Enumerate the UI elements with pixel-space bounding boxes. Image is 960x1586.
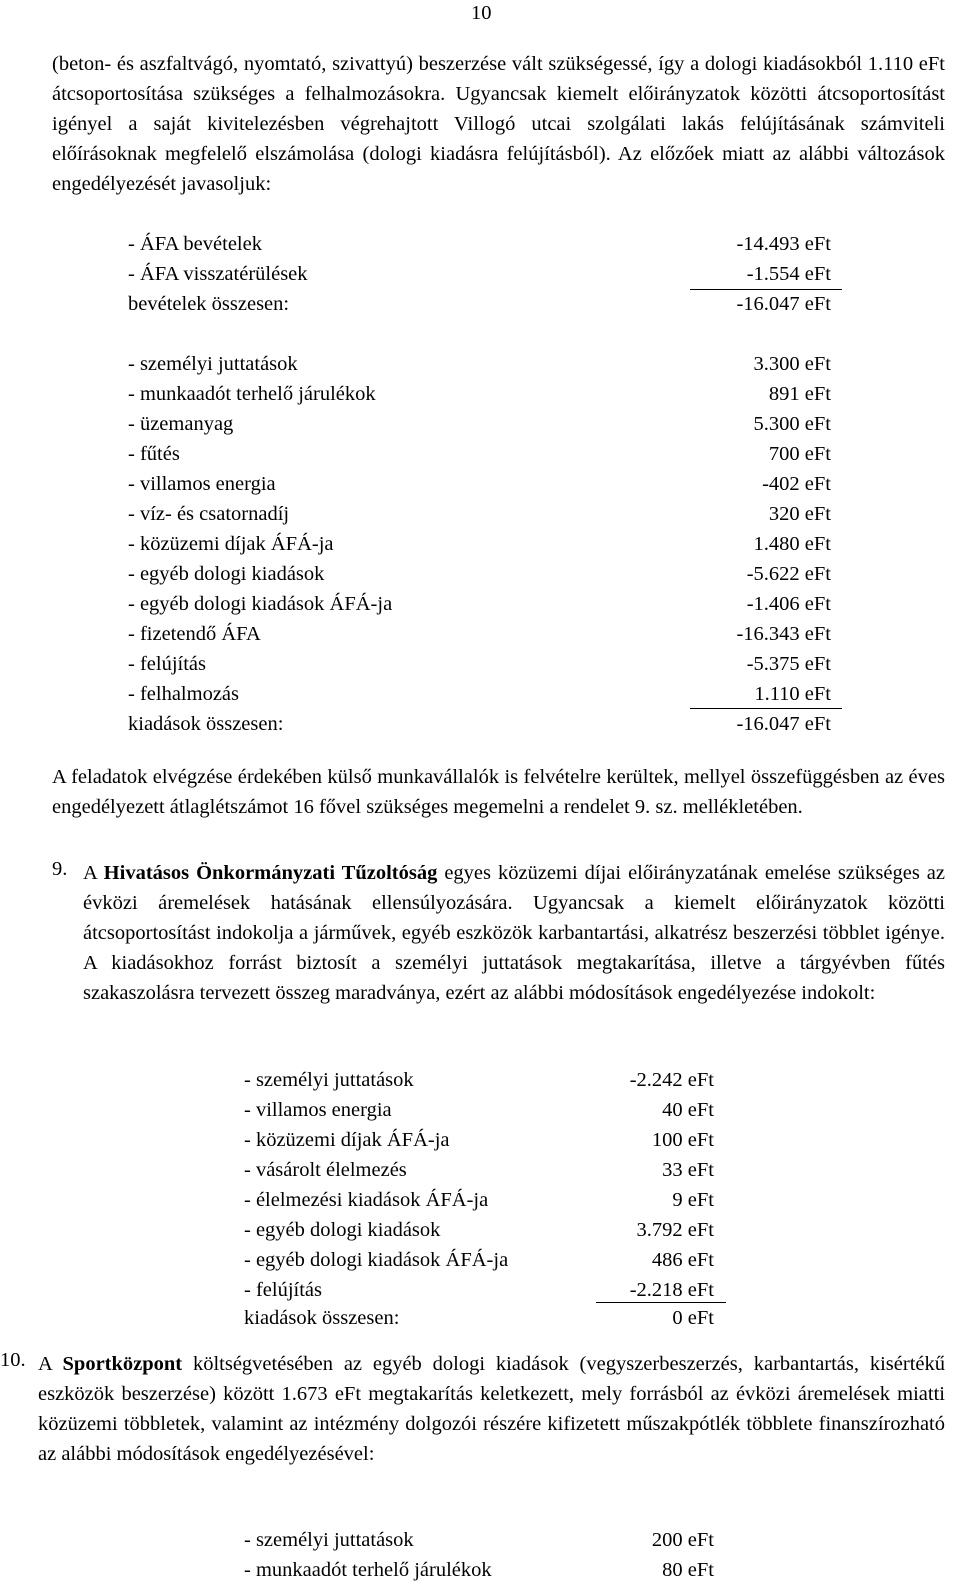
table-row	[244, 1125, 714, 1155]
total-amount: 0 eFt	[672, 1307, 714, 1329]
table-row	[128, 439, 831, 469]
table-row	[128, 229, 831, 259]
row-amount: -1.554 eFt	[746, 263, 831, 285]
row-label: - felújítás	[244, 1279, 322, 1301]
table-row	[128, 619, 831, 649]
row-amount: -2.242 eFt	[629, 1069, 714, 1091]
row-label: - fűtés	[128, 443, 180, 465]
text-fragment: költségvetésében az egyéb dologi kiadások (vegyszerbeszerzés, karbantartás, kisértékű eszközök beszerzése) között 1.673 eFt megtakarítás keletkezett, mely forrásból az évközi áremelések miatti közüzemi többletek, valamint az intézmény dolgozói részére kifizetett műszakpótlék többlete finanszírozható az alábbi módosítások engedélyezésével:	[38, 1353, 945, 1465]
row-amount: 9 eFt	[672, 1189, 714, 1211]
table-row	[128, 649, 831, 679]
row-label: - közüzemi díjak ÁFÁ-ja	[128, 533, 334, 555]
row-label: - víz- és csatornadíj	[128, 503, 290, 525]
table-row	[128, 499, 831, 529]
row-label: - villamos energia	[244, 1099, 392, 1121]
row-label: - személyi juttatások	[244, 1529, 414, 1551]
table-total-row	[128, 709, 831, 739]
text-fragment: A	[38, 1353, 63, 1375]
row-label: - egyéb dologi kiadások ÁFÁ-ja	[244, 1249, 509, 1271]
table-row	[244, 1245, 714, 1275]
row-label: - vásárolt élelmezés	[244, 1159, 407, 1181]
row-label: - egyéb dologi kiadások	[128, 563, 325, 585]
row-label: - közüzemi díjak ÁFÁ-ja	[244, 1129, 450, 1151]
page-number: 10	[471, 2, 492, 24]
row-amount: -2.218 eFt	[629, 1279, 714, 1301]
table-row	[128, 349, 831, 379]
table-row	[128, 679, 831, 709]
row-amount: 100 eFt	[651, 1129, 714, 1151]
table-row	[128, 379, 831, 409]
total-label: kiadások összesen:	[128, 713, 284, 735]
row-amount: 1.480 eFt	[753, 533, 831, 555]
table-total-row	[128, 289, 831, 319]
table-total-row	[244, 1303, 714, 1333]
row-label: - üzemanyag	[128, 413, 234, 435]
table-row	[128, 469, 831, 499]
row-amount: -14.493 eFt	[736, 233, 831, 255]
item-9-text	[83, 858, 945, 1008]
table-row	[244, 1275, 714, 1305]
row-amount: 700 eFt	[768, 443, 831, 465]
table-row	[128, 589, 831, 619]
row-label: - egyéb dologi kiadások	[244, 1219, 441, 1241]
total-amount: -16.047 eFt	[736, 293, 831, 315]
total-label: bevételek összesen:	[128, 293, 290, 315]
row-amount: -1.406 eFt	[746, 593, 831, 615]
row-amount: 80 eFt	[662, 1559, 714, 1581]
row-label: - munkaadót terhelő járulékok	[128, 383, 376, 405]
table-row	[244, 1155, 714, 1185]
table-row	[244, 1185, 714, 1215]
table-row	[244, 1095, 714, 1125]
row-amount: 3.300 eFt	[753, 353, 831, 375]
text-fragment: A	[83, 862, 104, 884]
row-amount: 320 eFt	[768, 503, 831, 525]
row-amount: 1.110 eFt	[754, 683, 831, 705]
item-number-10: 10.	[0, 1349, 26, 1371]
paragraph-staffing: A feladatok elvégzése érdekében külső munkavállalók is felvételre kerültek, mellyel összefüggésben az éves engedélyezett átlaglétszámot 16 fővel szükséges megemelni a rendelet 9. sz. mellékletében.	[52, 766, 945, 818]
table-row	[244, 1525, 714, 1555]
row-label: - munkaadót terhelő járulékok	[244, 1559, 492, 1581]
row-label: - fizetendő ÁFA	[128, 623, 261, 645]
total-amount: -16.047 eFt	[736, 713, 831, 735]
row-amount: 5.300 eFt	[753, 413, 831, 435]
row-amount: 3.792 eFt	[636, 1219, 714, 1241]
row-amount: -16.343 eFt	[736, 623, 831, 645]
total-label: kiadások összesen:	[244, 1307, 400, 1329]
table-row	[244, 1555, 714, 1585]
table-row	[128, 529, 831, 559]
table-row	[128, 409, 831, 439]
row-label: - ÁFA visszatérülések	[128, 263, 308, 285]
row-label: - ÁFA bevételek	[128, 233, 262, 255]
item-10-text	[38, 1349, 945, 1469]
row-label: - villamos energia	[128, 473, 276, 495]
table-row	[244, 1065, 714, 1095]
institution-name: Sportközpont	[62, 1353, 183, 1375]
row-label: - élelmezési kiadások ÁFÁ-ja	[244, 1189, 489, 1211]
row-amount: 486 eFt	[651, 1249, 714, 1271]
row-label: - egyéb dologi kiadások ÁFÁ-ja	[128, 593, 393, 615]
row-amount: -5.622 eFt	[746, 563, 831, 585]
row-amount: 891 eFt	[768, 383, 831, 405]
row-amount: -402 eFt	[762, 473, 831, 495]
text-fragment: egyes közüzemi díjai előirányzatának emelése szükséges az évközi áremelések hatásának ellensúlyozására. Ugyancsak a kiemelt előirányzatok közötti átcsoportosítást indokolja a járművek, egyéb eszközök karbantartási, alkatrész beszerzési többlet igénye. A kiadásokhoz forrást biztosít a személyi juttatások megtakarítása, illetve a tárgyévben fűtés szakaszolásra tervezett összeg maradványa, ezért az alábbi módosítások engedélyezése indokolt:	[83, 862, 945, 1004]
table-row	[128, 559, 831, 589]
row-label: - személyi juttatások	[128, 353, 298, 375]
row-label: - felhalmozás	[128, 683, 239, 705]
row-label: - személyi juttatások	[244, 1069, 414, 1091]
paragraph-intro: (beton- és aszfaltvágó, nyomtató, szivattyú) beszerzése vált szükségessé, így a dologi kiadásokból 1.110 eFt átcsoportosítása szükséges a felhalmozásokra. Ugyancsak kiemelt előirányzatok közötti átcsoportosítást igényel a saját kivitelezésben végrehajtott Villogó utcai szolgálati lakás felújításának számviteli előírásoknak megfelelő elszámolása (dologi kiadásra felújításból). Az előzőek miatt az alábbi változások engedélyezését javasoljuk:	[52, 53, 945, 195]
table-row	[244, 1215, 714, 1245]
institution-name: Hivatásos Önkormányzati Tűzoltóság	[103, 862, 438, 884]
row-label: - felújítás	[128, 653, 206, 675]
row-amount: 40 eFt	[662, 1099, 714, 1121]
table-row	[128, 259, 831, 289]
row-amount: 200 eFt	[651, 1529, 714, 1551]
row-amount: -5.375 eFt	[746, 653, 831, 675]
row-amount: 33 eFt	[662, 1159, 714, 1181]
item-number-9: 9.	[52, 858, 68, 880]
